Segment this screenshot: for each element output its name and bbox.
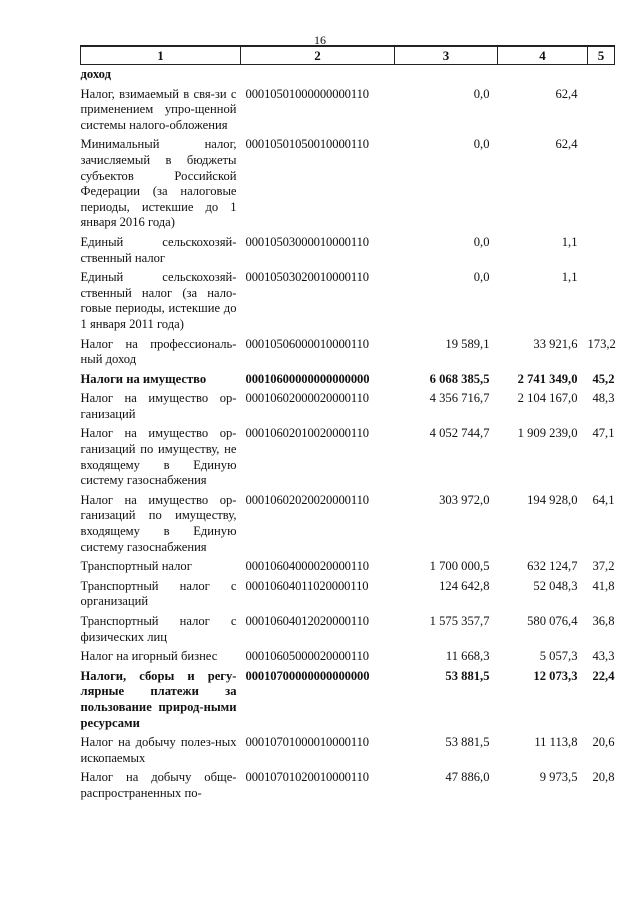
column-header-3: 3	[395, 46, 498, 65]
row-code: 00010605000020000110	[245, 649, 369, 664]
row-name: Налог на имущество ор-ганизаций по имуществу, входящему в Единую систему газоснабжения	[80, 492, 237, 554]
row-value-col3: 0,0	[473, 86, 490, 101]
row-value-col5: 20,8	[592, 770, 615, 785]
row-value-col5	[588, 268, 615, 334]
row-value-col3: 4 356 716,7	[429, 391, 490, 406]
table-row	[81, 424, 615, 490]
row-name: Единый сельскохозяй-ственный налог (за нало-говые периоды, истекшие до 1 января 2011 года)	[80, 270, 237, 331]
row-name: Налог на имущество ор-ганизаций	[80, 391, 237, 421]
row-value-col5: 48,3	[592, 391, 615, 406]
row-value-col3: 1 700 000,5	[429, 559, 490, 574]
row-value-col4: 632 124,7	[527, 559, 578, 574]
row-code: 00010700000000000000	[245, 668, 370, 683]
row-name: Налоги на имущество	[80, 371, 207, 386]
row-code: 00010501050010000110	[245, 137, 369, 152]
row-name: Налог на добычу обще-распространенных по-	[80, 770, 237, 800]
row-code: 00010600000000000000	[245, 371, 370, 386]
row-name: Налоги, сборы и регу-лярные платежи за пользование природ-ными ресурсами	[80, 668, 237, 730]
row-value-col3: 19 589,1	[445, 336, 490, 351]
table-row	[81, 335, 615, 370]
row-name: Единый сельскохозяй-ственный налог	[80, 234, 237, 265]
row-code: 00010604012020000110	[245, 614, 369, 628]
row-value-col3: 4 052 744,7	[429, 426, 490, 441]
budget-table	[80, 45, 615, 804]
row-name: Налог на имущество ор-ганизаций по имуществу, не входящему в Единую систему газоснабжения	[80, 426, 237, 488]
column-header-5: 5	[588, 46, 615, 65]
row-value-col4: 580 076,4	[527, 614, 578, 628]
row-value-col5: 47,1	[592, 426, 615, 441]
row-value-col4: 62,4	[555, 86, 578, 101]
column-header-2: 2	[241, 46, 395, 65]
row-value-col4: 12 073,3	[533, 668, 578, 683]
table-row	[81, 370, 615, 390]
table-row	[81, 612, 615, 647]
row-value-col5	[588, 85, 615, 136]
row-value-col5: 173,2	[587, 336, 616, 351]
row-value-col3: 6 068 385,5	[429, 371, 490, 386]
table-row	[81, 389, 615, 424]
table-row	[81, 557, 615, 577]
table-row	[81, 733, 615, 768]
row-value-col4: 62,4	[555, 137, 578, 152]
row-code: 00010602000020000110	[245, 391, 369, 406]
column-header-1: 1	[81, 46, 241, 65]
row-value-col4: 9 973,5	[539, 770, 578, 785]
row-value-col3: 124 642,8	[439, 578, 490, 593]
row-code: 00010501000000000110	[245, 86, 369, 101]
row-value-col4: 33 921,6	[533, 336, 578, 351]
table-body	[81, 65, 615, 804]
row-value-col4: 2 104 167,0	[517, 391, 578, 406]
row-code: 00010506000010000110	[245, 336, 369, 351]
row-value-col3: 0,0	[473, 137, 490, 152]
row-value-col4: 2 741 349,0	[517, 371, 578, 386]
table-row	[81, 135, 615, 233]
row-code: 00010602020020000110	[245, 492, 369, 507]
row-value-col5: 22,4	[592, 668, 615, 683]
row-value-col3: 47 886,0	[445, 770, 490, 785]
header-row	[81, 46, 615, 65]
row-value-col3: 11 668,3	[445, 649, 490, 664]
row-name: Транспортный налог с физических лиц	[80, 614, 237, 644]
row-value-col3: 303 972,0	[439, 492, 490, 507]
row-name: Налог, взимаемый в свя-зи с применением упро-щенной системы налого-обложения	[80, 86, 237, 132]
row-value-col3: 0,0	[473, 270, 490, 285]
row-value-col5	[588, 233, 615, 268]
row-value-col3: 1 575 357,7	[429, 614, 490, 628]
row-value-col3: 53 881,5	[445, 735, 490, 750]
row-value-col5: 64,1	[592, 492, 615, 507]
row-code: 00010701020010000110	[245, 770, 369, 785]
row-code: 00010604011020000110	[245, 578, 369, 593]
row-value-col3: 0,0	[473, 234, 490, 249]
row-name: Транспортный налог	[80, 559, 192, 574]
row-value-col5: 36,8	[592, 614, 615, 628]
row-code: 00010701000010000110	[245, 735, 369, 750]
table-row	[81, 577, 615, 612]
row-code: 00010604000020000110	[245, 559, 369, 574]
row-name: Налог на игорный бизнес	[80, 649, 218, 664]
row-code: 00010503000010000110	[245, 234, 369, 249]
row-code: 00010602010020000110	[245, 426, 369, 441]
row-value-col4: 1,1	[561, 270, 578, 285]
table-row	[81, 268, 615, 334]
page-number: 16	[314, 33, 326, 47]
row-code: 00010503020010000110	[245, 270, 369, 285]
row-name: Минимальный налог, зачисляемый в бюджеты субъектов Российской Федерации (за налоговые периоды, истекшие до 1 января 2016 года)	[80, 137, 237, 230]
row-value-col3: 53 881,5	[445, 668, 490, 683]
row-value-col4: 1,1	[561, 234, 578, 249]
row-value-col4: 5 057,3	[539, 649, 578, 664]
row-value-col4: 52 048,3	[533, 578, 578, 593]
row-value-col5	[588, 135, 615, 233]
table-row	[81, 233, 615, 268]
row-value-col4: 194 928,0	[527, 492, 578, 507]
table-row	[81, 667, 615, 733]
row-name: Транспортный налог с организаций	[80, 578, 237, 609]
row-name: Налог на профессиональ-ный доход	[80, 336, 237, 367]
table-row	[81, 647, 615, 667]
table-row	[81, 85, 615, 136]
row-value-col5: 20,6	[592, 735, 615, 750]
row-value-col5: 45,2	[592, 371, 615, 386]
row-value-col5: 37,2	[592, 559, 615, 574]
table-row	[81, 768, 615, 803]
continuation-text: доход	[80, 67, 111, 81]
row-name: Налог на добычу полез-ных ископаемых	[80, 735, 237, 765]
row-value-col5: 43,3	[592, 649, 615, 664]
table-row	[81, 491, 615, 557]
row-value-col4: 11 113,8	[534, 735, 578, 750]
row-value-col4: 1 909 239,0	[517, 426, 578, 441]
continuation-row	[81, 65, 615, 85]
column-header-4: 4	[498, 46, 588, 65]
row-value-col5: 41,8	[592, 578, 615, 593]
